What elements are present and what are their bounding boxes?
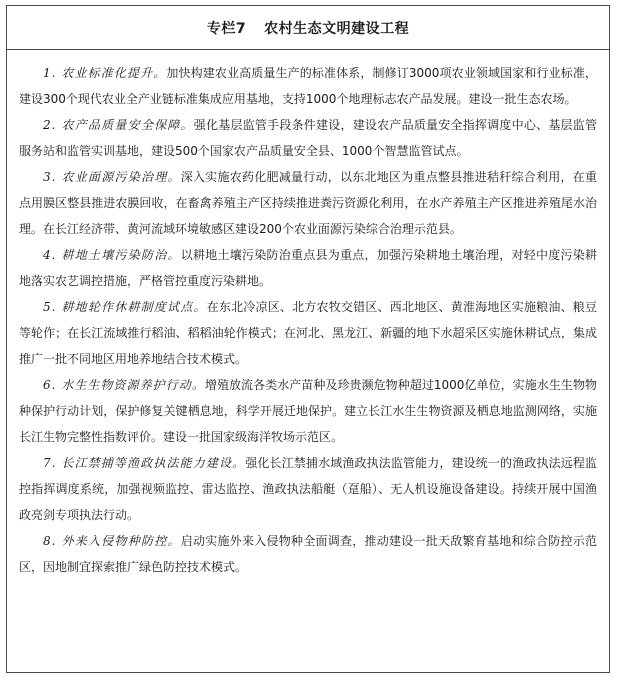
item-text: 启动实施外来入侵物种全面调查，推动建设一批天敌繁育基地和综合防控示范区，因地制宜探索推广绿色防控技术模式。 xyxy=(19,534,597,574)
column-box xyxy=(6,5,610,673)
item-heading: 2. 农产品质量安全保障。 xyxy=(43,118,194,132)
item-text: 在东北冷凉区、北方农牧交错区、西北地区、黄淮海地区实施粮油、粮豆等轮作；在长江流域推行稻油、稻稻油轮作模式；在河北、黑龙江、新疆的地下水超采区实施休耕试点，集成推广一批不同地区用地养地结合技术模式。 xyxy=(19,300,597,366)
item-heading: 4. 耕地土壤污染防治。 xyxy=(43,248,181,262)
list-item xyxy=(19,528,597,580)
list-item xyxy=(19,164,597,242)
list-item xyxy=(19,112,597,164)
column-body xyxy=(7,50,609,580)
item-text: 强化长江禁捕水域渔政执法监管能力，建设统一的渔政执法远程监控指挥调度系统，加强视频监控、雷达监控、渔政执法船艇（趸船）、无人机设施设备建设。持续开展中国渔政亮剑专项执法行动。 xyxy=(19,456,597,522)
item-heading: 1. 农业标准化提升。 xyxy=(43,66,167,80)
item-text: 强化基层监管手段条件建设，建设农产品质量安全指挥调度中心、基层监管服务站和监管实训基地，建设500个国家农产品质量安全县、1000个智慧监管试点。 xyxy=(19,118,598,158)
item-text: 增殖放流各类水产苗种及珍贵濒危物种超过1000亿单位，实施水生生物物种保护行动计划，保护修复关键栖息地，科学开展迁地保护。建立长江水生生物资源及栖息地监测网络，实施长江生物完整性指数评价。建设一批国家级海洋牧场示范区。 xyxy=(19,378,597,444)
column-title: 农村生态文明建设工程 xyxy=(264,20,410,37)
item-heading: 5. 耕地轮作休耕制度试点。 xyxy=(43,300,207,314)
list-item xyxy=(19,294,597,372)
list-item xyxy=(19,372,597,450)
item-heading: 8. 外来入侵物种防控。 xyxy=(43,534,181,548)
item-heading: 7. 长江禁捕等渔政执法能力建设。 xyxy=(43,456,246,470)
list-item xyxy=(19,450,597,528)
list-item xyxy=(19,242,597,294)
item-text: 以耕地土壤污染防治重点县为重点，加强污染耕地土壤治理，对轻中度污染耕地落实农艺调控措施，严格管控重度污染耕地。 xyxy=(19,248,597,288)
item-heading: 6. 水生生物资源养护行动。 xyxy=(43,378,205,392)
column-header xyxy=(7,6,609,50)
item-text: 深入实施农药化肥减量行动，以东北地区为重点整县推进秸秆综合利用，在重点用膜区整县推进农膜回收，在畜禽养殖主产区持续推进粪污资源化利用，在水产养殖主产区推进养殖尾水治理。在长江经济带、黄河流域环境敏感区建设200个农业面源污染综合治理示范县。 xyxy=(19,170,597,236)
item-text: 加快构建农业高质量生产的标准体系，制修订3000项农业领域国家和行业标准，建设300个现代农业全产业链标准集成应用基地，支持1000个地理标志农产品发展。建设一批生态农场。 xyxy=(19,66,598,106)
column-number: 专栏7 xyxy=(206,20,247,37)
item-heading: 3. 农业面源污染治理。 xyxy=(43,170,181,184)
list-item xyxy=(19,60,597,112)
